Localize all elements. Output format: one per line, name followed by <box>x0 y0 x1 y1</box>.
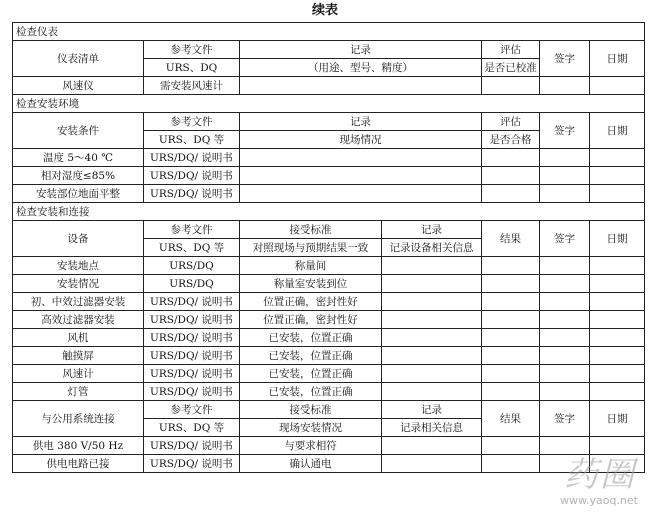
row-sign[interactable] <box>540 329 590 347</box>
col-header-accept: 接受标准 <box>240 221 382 239</box>
col-header-record: 记录 <box>240 113 482 131</box>
col-header-item: 仪表清单 <box>13 41 144 77</box>
row-sign[interactable] <box>540 293 590 311</box>
table-row <box>13 167 645 185</box>
page-title: 续表 <box>311 3 338 18</box>
row-record[interactable] <box>382 437 482 455</box>
col-header-ref: 参考文件 <box>144 41 240 59</box>
col-header-result: 结果 <box>482 221 540 257</box>
row-item: 安装地点 <box>13 257 144 275</box>
row-ref: URS/DQ/ 说明书 <box>144 167 240 185</box>
row-date[interactable] <box>590 257 645 275</box>
row-result[interactable] <box>482 311 540 329</box>
col-header-ref-sub: URS、DQ 等 <box>144 419 240 437</box>
col-header-date: 日期 <box>590 113 645 149</box>
row-accept: 已安装，位置正确 <box>240 347 382 365</box>
table-row <box>13 275 645 293</box>
row-ref: URS/DQ/ 说明书 <box>144 293 240 311</box>
row-sign[interactable] <box>540 311 590 329</box>
row-sign[interactable] <box>540 185 590 203</box>
row-date[interactable] <box>590 365 645 383</box>
row-date[interactable] <box>590 77 645 95</box>
row-item: 风速计 <box>13 365 144 383</box>
col-header-accept: 接受标准 <box>240 401 382 419</box>
row-sign[interactable] <box>540 383 590 401</box>
row-item: 触摸屏 <box>13 347 144 365</box>
row-ref: URS/DQ/ 说明书 <box>144 311 240 329</box>
col-header-accept-sub: 现场安装情况 <box>240 419 382 437</box>
col-header-date: 日期 <box>590 41 645 77</box>
row-sign[interactable] <box>540 257 590 275</box>
section-heading-instrument: 检查仪表 <box>13 23 645 41</box>
row-ref: URS/DQ/ 说明书 <box>144 383 240 401</box>
row-result[interactable] <box>482 365 540 383</box>
table-row <box>13 329 645 347</box>
row-record[interactable] <box>382 365 482 383</box>
col-header-sign: 签字 <box>540 113 590 149</box>
row-date[interactable] <box>590 149 645 167</box>
col-header-sign: 签字 <box>540 221 590 257</box>
col-header-eval-sub: 是否已校准 <box>482 59 540 77</box>
row-accept: 位置正确，密封性好 <box>240 293 382 311</box>
row-record[interactable] <box>382 311 482 329</box>
row-record[interactable] <box>382 293 482 311</box>
row-item: 安装情况 <box>13 275 144 293</box>
row-date[interactable] <box>590 185 645 203</box>
row-date[interactable] <box>590 311 645 329</box>
col-header-ref: 参考文件 <box>144 221 240 239</box>
row-sign[interactable] <box>540 275 590 293</box>
watermark <box>522 447 642 507</box>
col-header-accept-sub: 对照现场与预期结果一致 <box>240 239 382 257</box>
row-item: 供电电路已接 <box>13 455 144 473</box>
row-ref: URS/DQ/ 说明书 <box>144 149 240 167</box>
row-result[interactable] <box>482 275 540 293</box>
watermark-logo: 药圈 <box>564 455 636 495</box>
col-header-eval-sub: 是否合格 <box>482 131 540 149</box>
col-header-sign: 签字 <box>540 41 590 77</box>
table-row <box>13 149 645 167</box>
row-result[interactable] <box>482 257 540 275</box>
row-date[interactable] <box>590 167 645 185</box>
table-row <box>13 383 645 401</box>
row-record[interactable] <box>382 347 482 365</box>
row-item: 温度 5～40 ℃ <box>13 149 144 167</box>
row-ref: URS/DQ/ 说明书 <box>144 329 240 347</box>
row-accept: 称量室安装到位 <box>240 275 382 293</box>
row-sign[interactable] <box>540 347 590 365</box>
col-header-record-sub: （用途、型号、精度） <box>240 59 482 77</box>
table-row <box>13 185 645 203</box>
table-row <box>13 311 645 329</box>
col-header-ref-sub: URS、DQ 等 <box>144 131 240 149</box>
row-accept: 已安装，位置正确 <box>240 383 382 401</box>
row-date[interactable] <box>590 329 645 347</box>
row-accept: 与要求相符 <box>240 437 382 455</box>
col-header-eval: 评估 <box>482 113 540 131</box>
row-accept: 已安装，位置正确 <box>240 329 382 347</box>
row-eval[interactable] <box>482 149 540 167</box>
col-header-ref-sub: URS、DQ 等 <box>144 239 240 257</box>
section-heading-installation: 检查安装和连接 <box>13 203 645 221</box>
row-sign[interactable] <box>540 167 590 185</box>
row-accept: 位置正确，密封性好 <box>240 311 382 329</box>
section-heading-environment: 检查安装环境 <box>13 95 645 113</box>
row-sign[interactable] <box>540 365 590 383</box>
table-row <box>13 293 645 311</box>
row-record[interactable] <box>382 329 482 347</box>
row-item: 安装部位地面平整 <box>13 185 144 203</box>
row-sign[interactable] <box>540 77 590 95</box>
table-row <box>13 257 645 275</box>
row-date[interactable] <box>590 383 645 401</box>
col-header-ref-sub: URS、DQ <box>144 59 240 77</box>
row-record[interactable] <box>382 257 482 275</box>
row-eval[interactable] <box>482 185 540 203</box>
row-result[interactable] <box>482 329 540 347</box>
col-header-record-sub: 现场情况 <box>240 131 482 149</box>
col-header-record: 记录 <box>382 401 482 419</box>
col-header-record-sub: 记录设备相关信息 <box>382 239 482 257</box>
row-result[interactable] <box>482 293 540 311</box>
row-item: 供电 380 V/50 Hz <box>13 437 144 455</box>
row-accept: 已安装，位置正确 <box>240 365 382 383</box>
qualification-table <box>12 22 645 473</box>
row-record[interactable] <box>240 185 482 203</box>
table-row <box>13 347 645 365</box>
col-header-record-sub: 记录相关信息 <box>382 419 482 437</box>
row-ref: URS/DQ/ 说明书 <box>144 365 240 383</box>
row-item: 灯管 <box>13 383 144 401</box>
row-eval[interactable] <box>482 77 540 95</box>
col-header-item: 设备 <box>13 221 144 257</box>
row-ref: URS/DQ <box>144 257 240 275</box>
row-record[interactable] <box>240 149 482 167</box>
row-ref: 需安装风速计 <box>144 77 240 95</box>
row-sign[interactable] <box>540 149 590 167</box>
row-result[interactable] <box>482 383 540 401</box>
row-ref: URS/DQ <box>144 275 240 293</box>
row-record[interactable] <box>240 167 482 185</box>
col-header-sign: 签字 <box>540 401 590 437</box>
watermark-url: www.yaoq.net <box>560 494 638 507</box>
col-header-eval: 评估 <box>482 41 540 59</box>
row-record[interactable] <box>382 455 482 473</box>
row-date[interactable] <box>590 293 645 311</box>
row-item: 高效过滤器安装 <box>13 311 144 329</box>
col-header-ref: 参考文件 <box>144 113 240 131</box>
row-date[interactable] <box>590 347 645 365</box>
row-ref: URS/DQ/ 说明书 <box>144 185 240 203</box>
row-record[interactable] <box>382 383 482 401</box>
row-item: 相对湿度≤85% <box>13 167 144 185</box>
row-date[interactable] <box>590 275 645 293</box>
col-header-date: 日期 <box>590 221 645 257</box>
col-header-date: 日期 <box>590 401 645 437</box>
col-header-ref: 参考文件 <box>144 401 240 419</box>
col-header-item: 与公用系统连接 <box>13 401 144 437</box>
row-eval[interactable] <box>482 167 540 185</box>
row-ref: URS/DQ/ 说明书 <box>144 347 240 365</box>
col-header-record: 记录 <box>382 221 482 239</box>
row-item: 初、中效过滤器安装 <box>13 293 144 311</box>
row-accept: 确认通电 <box>240 455 382 473</box>
col-header-record: 记录 <box>240 41 482 59</box>
row-ref: URS/DQ/ 说明书 <box>144 455 240 473</box>
row-result[interactable] <box>482 347 540 365</box>
col-header-result: 结果 <box>482 401 540 437</box>
table-row <box>13 365 645 383</box>
col-header-item: 安装条件 <box>13 113 144 149</box>
row-accept: 称量间 <box>240 257 382 275</box>
row-record[interactable] <box>240 77 482 95</box>
row-ref: URS/DQ/ 说明书 <box>144 437 240 455</box>
row-record[interactable] <box>382 275 482 293</box>
table-row <box>13 77 645 95</box>
row-item: 风机 <box>13 329 144 347</box>
row-item: 风速仪 <box>13 77 144 95</box>
